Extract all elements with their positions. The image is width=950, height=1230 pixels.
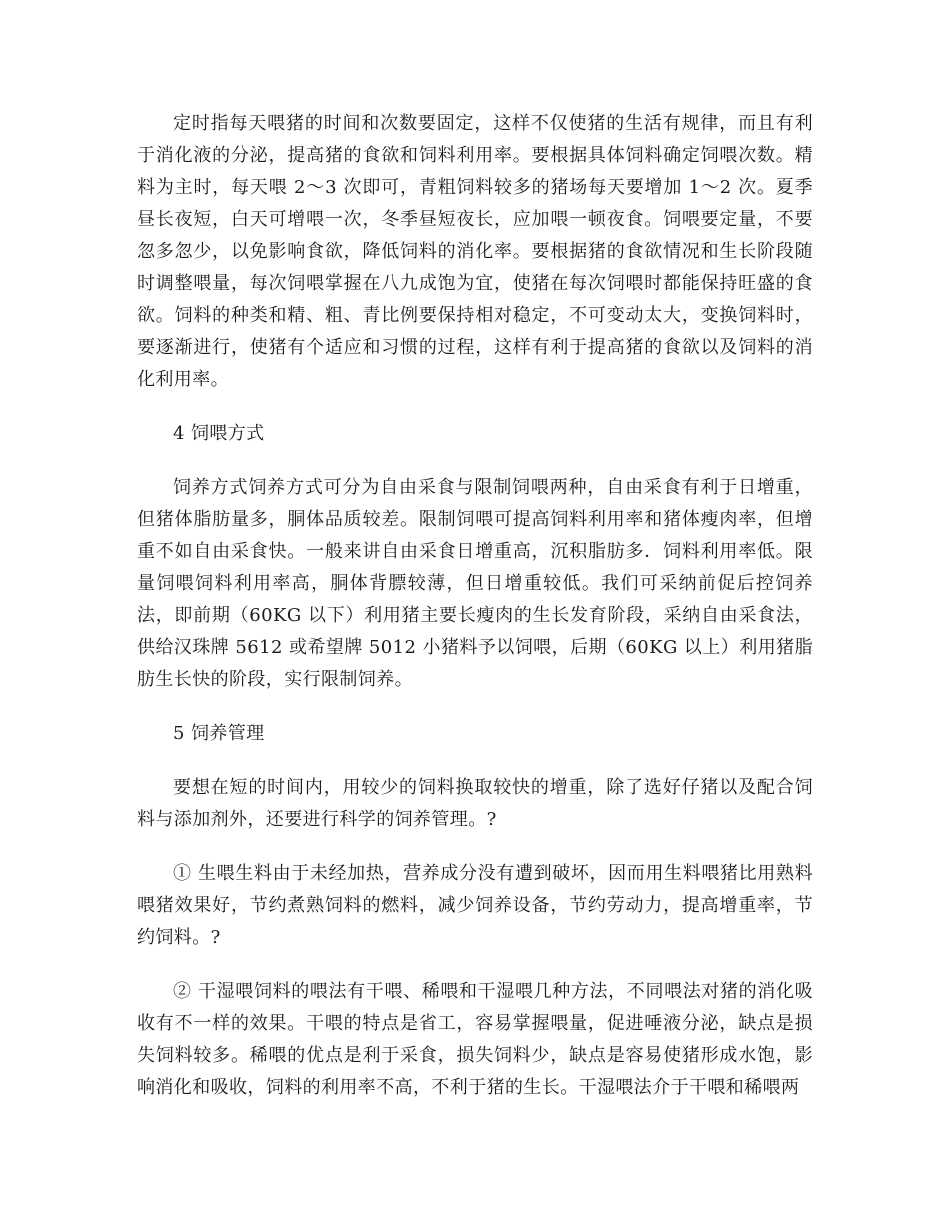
- document-body: [137, 108, 813, 1104]
- paragraph-raw-feeding: ① 生喂生料由于未经加热，营养成分没有遭到破坏，因而用生料喂猪比用熟料喂猪效果好，节约煮熟饲料的燃料，减少饲养设备，节约劳动力，提高增重率，节约饲料。?: [137, 863, 813, 948]
- paragraph-feeding-method: 饲养方式饲养方式可分为自由采食与限制饲喂两种，自由采食有利于日增重，但猪体脂肪量多，胴体品质较差。限制饲喂可提高饲料利用率和猪体瘦肉率，但增重不如自由采食快。一般来讲自由采食日增重高，沉积脂肪多．饲料利用率低。限量饲喂饲料利用率高，胴体背膘较薄，但日增重较低。我们可采纳前促后控饲养法，即前期（60KG 以下）利用猪主要长瘦肉的生长发育阶段，采纳自由采食法，供给汉珠牌 5612 或希望牌 5012 小猪料予以饲喂，后期（60KG 以上）利用猪脂肪生长快的阶段，实行限制饲养。: [137, 477, 813, 690]
- paragraph-dry-wet-feeding: ② 干湿喂饲料的喂法有干喂、稀喂和干湿喂几种方法，不同喂法对猪的消化吸收有不一样的效果。干喂的特点是省工，容易掌握喂量，促进唾液分泌，缺点是损失饲料较多。稀喂的优点是利于采食，损失饲料少，缺点是容易使猪形成水饱，影响消化和吸收，饲料的利用率不高，不利于猪的生长。干湿喂法介于干喂和稀喂两: [137, 981, 813, 1098]
- section-heading-feeding-management: 5 饲养管理: [173, 723, 265, 744]
- paragraph-feeding-schedule: 定时指每天喂猪的时间和次数要固定，这样不仅使猪的生活有规律，而且有利于消化液的分泌，提高猪的食欲和饲料利用率。要根据具体饲料确定饲喂次数。精料为主时，每天喂 2～3 次即可，青粗饲料较多的猪场每天要增加 1～2 次。夏季昼长夜短，白天可增喂一次，冬季昼短夜长，应加喂一顿夜食。饲喂要定量，不要忽多忽少，以免影响食欲，降低饲料的消化率。要根据猪的食欲情况和生长阶段随时调整喂量，每次饲喂掌握在八九成饱为宜，使猪在每次饲喂时都能保持旺盛的食欲。饲料的种类和精、粗、青比例要保持相对稳定，不可变动太大，变换饲料时，要逐渐进行，使猪有个适应和习惯的过程，这样有利于提高猪的食欲以及饲料的消化利用率。: [137, 113, 813, 390]
- paragraph-management-intro: 要想在短的时间内，用较少的饲料换取较快的增重，除了选好仔猪以及配合饲料与添加剂外，还要进行科学的饲养管理。?: [137, 777, 813, 830]
- section-heading-feeding-method: 4 饲喂方式: [173, 423, 265, 444]
